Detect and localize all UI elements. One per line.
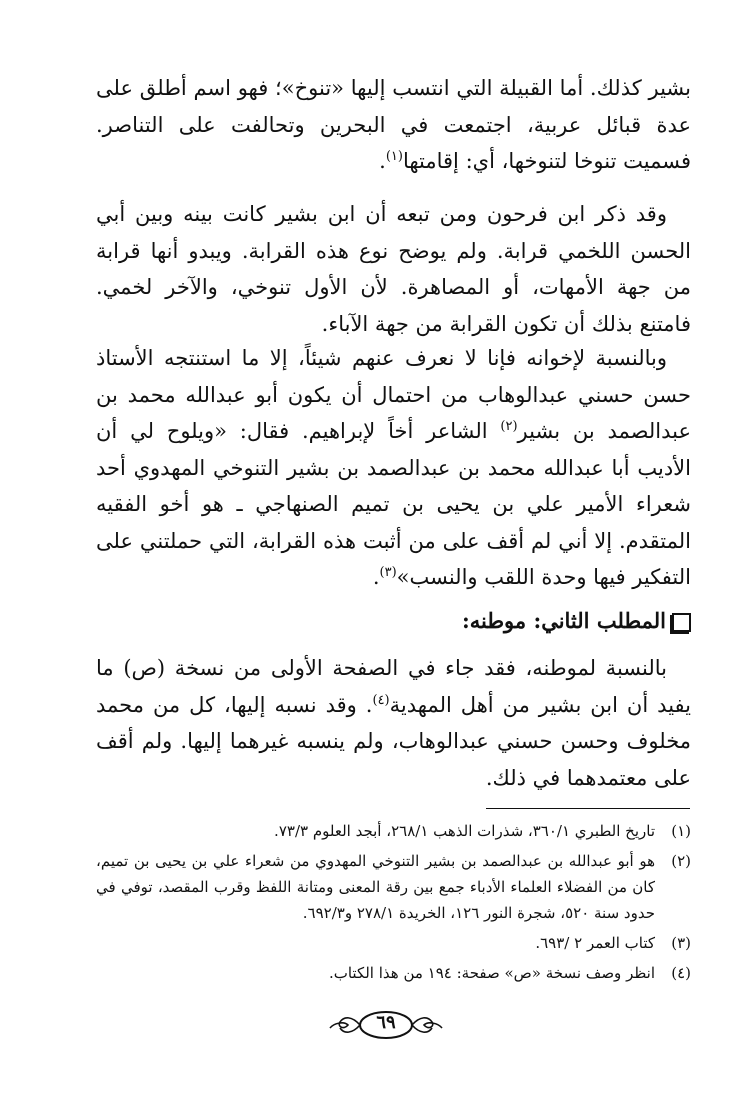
footnote-number: (٤) [671, 964, 691, 982]
footnote-number: (١) [671, 822, 691, 840]
text-line-end: . [379, 149, 386, 173]
footnote-number: (٣) [671, 934, 691, 952]
footnote-number: (٢) [671, 852, 691, 870]
footnote-item [96, 930, 691, 956]
checkbox-square-icon [672, 613, 691, 632]
footnote-item [96, 818, 691, 844]
footnote-item [96, 848, 691, 926]
footnote-ref-3[interactable]: (٣) [379, 565, 397, 580]
paragraph-text: الشاعر أخاً لإبراهيم. فقال: «ويلوح لي أن الأديب أبا عبدالله محمد بن عبدالصمد بن بشير التنوخي المهدوي أحد شعراء الأمير علي بن يحيى بن تميم الصنهاجي ـ هو أخو الفقيه المتقدم. إلا أني لم أقف على من أثبت هذه القرابة، التي حملتني على التفكير فيها وحدة اللقب والنسب» [96, 419, 691, 589]
paragraph-tribe [96, 70, 691, 180]
footnote-text: كتاب العمر ٢ /٦٩٣. [535, 934, 655, 952]
paragraph-text: وقد ذكر ابن فرحون ومن تبعه أن ابن بشير كانت بينه وبين أبي الحسن اللخمي قرابة. ولم يوضح نوع هذه القرابة. ويبدو أنها قرابة من جهة الأمهات، أو المصاهرة. لأن الأول تنوخي، والآخر لخمي. فامتنع بذلك أن تكون القرابة من جهة الآباء. [96, 202, 691, 336]
page-number [326, 1008, 446, 1042]
footnote-text: انظر وصف نسخة «ص» صفحة: ١٩٤ من هذا الكتاب. [328, 964, 655, 982]
page-number-text: ٦٩ [376, 1012, 396, 1033]
paragraph-homeland [96, 650, 691, 796]
text-line: لتنوخها، أي: إقامتها [402, 149, 568, 173]
paragraph-text: وبالنسبة لإخوانه فإنا لا نعرف عنهم شيئاً، إلا ما استنتجه الأستاذ حسن حسني عبدالوهاب من احتمال أن يكون أبو عبدالله محمد بن عبدالصمد بن بشير [96, 346, 691, 443]
footnote-ref-4[interactable]: (٤) [372, 692, 390, 708]
footnote-divider [486, 808, 690, 809]
section-heading-text: المطلب الثاني: موطنه: [461, 608, 666, 633]
section-heading [96, 605, 691, 637]
paragraph-end: . [372, 565, 380, 589]
paragraph-kinship [96, 196, 691, 342]
paragraph-text: . وقد نسبه إليها، كل من محمد مخلوف وحسن حسني عبدالوهاب، ولم ينسبه غيرهما إليها. ولم أقف على معتمدهما في ذلك. [96, 692, 691, 790]
footnote-text: هو أبو عبدالله بن عبدالصمد بن بشير التنوخي المهدوي من شعراء علي بن يحيى بن تميم، كان من الفضلاء العلماء الأدباء جمع بين رقة المعنى ومتانة اللفظ وقرب المقصد، توفي في حدود سنة ٥٢٠، شجرة النور ١٢٦، الخريدة ٢٧٨/١ و٦٩٢/٣. [96, 852, 655, 922]
footnotes [96, 818, 691, 990]
paragraph-text: بالنسبة لموطنه، فقد جاء في الصفحة الأولى من نسخة (ص) ما يفيد أن ابن بشير من أهل المهدية [96, 656, 691, 717]
paragraph-brothers [96, 340, 691, 596]
text-line: قبائل عربية، اجتمعت في البحرين وتحالفت على التناصر. فسميت تنوخا [96, 112, 691, 173]
footnote-ref-1[interactable]: (١) [385, 149, 403, 164]
footnote-ref-2[interactable]: (٢) [500, 419, 518, 434]
footnote-item [96, 960, 691, 986]
footnote-text: تاريخ الطبري ٣٦٠/١، شذرات الذهب ٢٦٨/١، أبجد العلوم ٧٣/٣. [274, 822, 655, 840]
text-line: بشير كذلك. أما القبيلة التي انتسب إليها «تنوخ»؛ فهو اسم أطلق على عدة [96, 76, 691, 137]
